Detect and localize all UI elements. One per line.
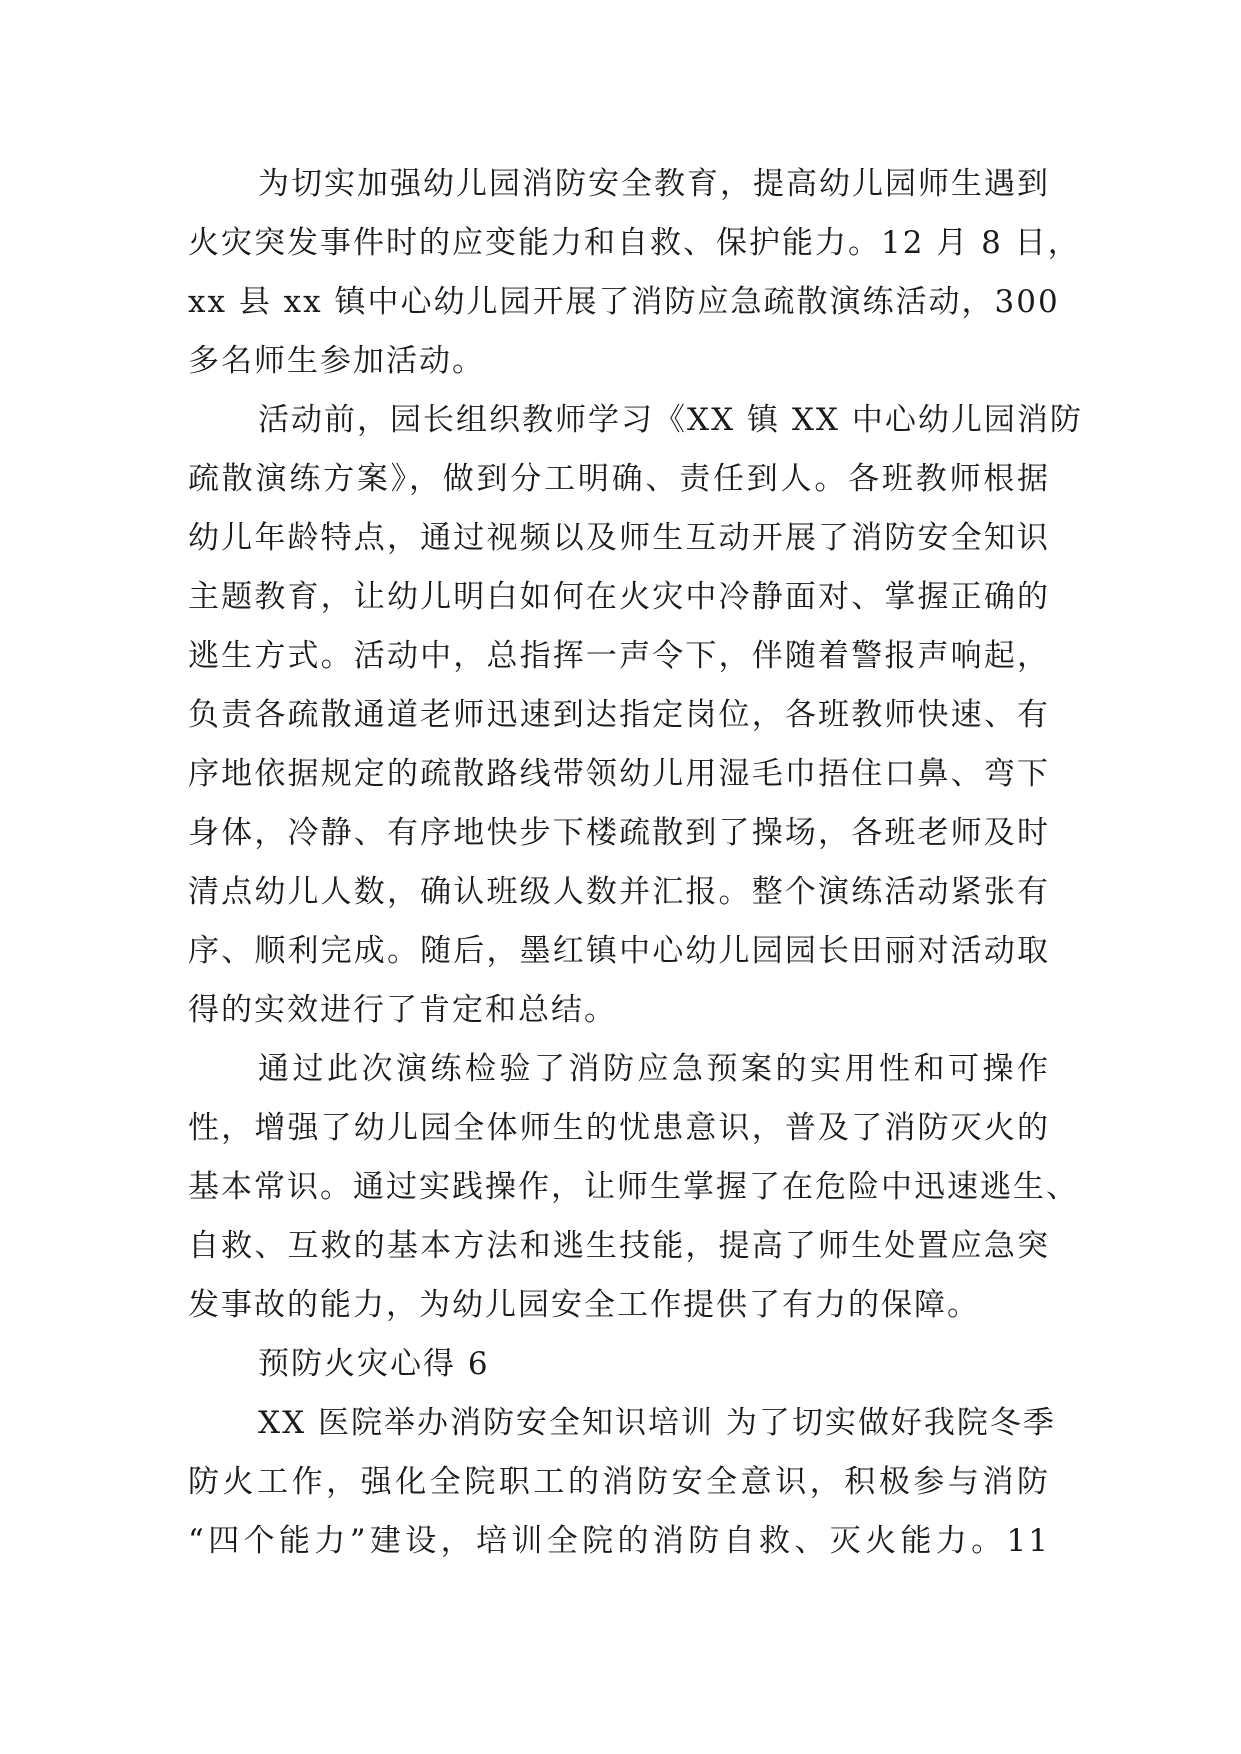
section-heading [188, 1335, 1050, 1394]
text-line: 为切实加强幼儿园消防安全教育，提高幼儿园师生遇到 [258, 166, 1050, 202]
text-line: 负责各疏散通道老师迅速到达指定岗位，各班教师快速、有 [188, 697, 1050, 733]
text-line: 得的实效进行了肯定和总结。 [188, 992, 617, 1028]
text-line: 活动前，园长组织教师学习《XX 镇 XX 中心幼儿园消防 [258, 402, 1083, 438]
text-line: 基本常识。通过实践操作，让师生掌握了在危险中迅速逃生、 [188, 1169, 1079, 1205]
text-line: 序地依据规定的疏散路线带领幼儿用湿毛巾捂住口鼻、弯下 [188, 756, 1050, 792]
text-line: 序、顺利完成。随后，墨红镇中心幼儿园园长田丽对活动取 [188, 933, 1050, 969]
text-line: 主题教育，让幼儿明白如何在火灾中冷静面对、掌握正确的 [188, 579, 1050, 615]
text-line: 预防火灾心得 6 [258, 1346, 490, 1382]
text-line: 通过此次演练检验了消防应急预案的实用性和可操作 [258, 1051, 1050, 1087]
text-line: XX 医院举办消防安全知识培训 为了切实做好我院冬季 [258, 1405, 1056, 1441]
text-line: 幼儿年龄特点，通过视频以及师生互动开展了消防安全知识 [188, 520, 1050, 556]
text-line: “四个能力”建设，培训全院的消防自救、灭火能力。11 [188, 1523, 1050, 1559]
paragraph-drill-intro [188, 155, 1081, 391]
text-line: 火灾突发事件时的应变能力和自救、保护能力。12 月 8 日， [188, 225, 1081, 261]
text-line: 自救、互救的基本方法和逃生技能，提高了师生处置应急突 [188, 1228, 1050, 1264]
document-page [188, 155, 1083, 1571]
text-line: 多名师生参加活动。 [188, 343, 485, 379]
text-line: xx 县 xx 镇中心幼儿园开展了消防应急疏散演练活动，300 [188, 284, 1060, 320]
paragraph-hospital-training [188, 1394, 1056, 1571]
text-line: 防火工作，强化全院职工的消防安全意识，积极参与消防 [188, 1464, 1050, 1500]
text-line: 身体，冷静、有序地快步下楼疏散到了操场，各班老师及时 [188, 815, 1050, 851]
paragraph-drill-process [188, 391, 1083, 1040]
text-line: 疏散演练方案》，做到分工明确、责任到人。各班教师根据 [188, 461, 1050, 497]
text-line: 性，增强了幼儿园全体师生的忧患意识，普及了消防灭火的 [188, 1110, 1050, 1146]
paragraph-drill-summary [188, 1040, 1079, 1335]
text-line: 逃生方式。活动中，总指挥一声令下，伴随着警报声响起， [188, 638, 1050, 674]
text-line: 发事故的能力，为幼儿园安全工作提供了有力的保障。 [188, 1287, 980, 1323]
text-line: 清点幼儿人数，确认班级人数并汇报。整个演练活动紧张有 [188, 874, 1050, 910]
